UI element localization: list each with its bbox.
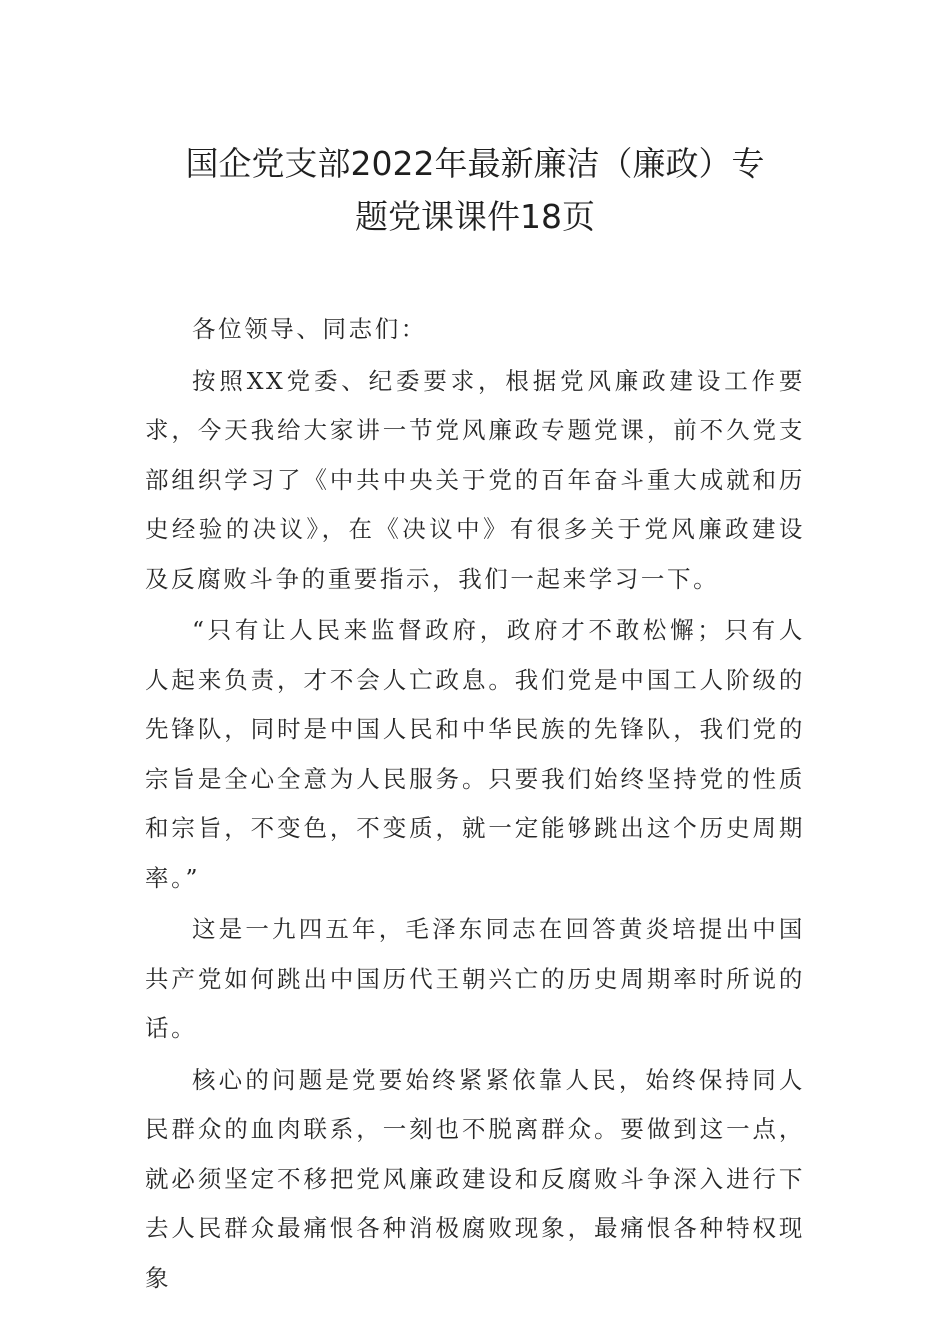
body-paragraph: 按照XX党委、纪委要求，根据党风廉政建设工作要求，今天我给大家讲一节党风廉政专题党课，前不久党支部组织学习了《中共中央关于党的百年奋斗重大成就和历史经验的决议》，在《决议中》有很多关于党风廉政建设及反腐败斗争的重要指示，我们一起来学习一下。 [145, 366, 805, 593]
body-paragraph: 这是一九四五年，毛泽东同志在回答黄炎培提出中国共产党如何跳出中国历代王朝兴亡的历史周期率时所说的话。 [145, 915, 805, 1042]
salutation-paragraph: 各位领导、同志们： [192, 315, 427, 343]
document-body [145, 305, 805, 1305]
body-paragraph: 核心的问题是党要始终紧紧依靠人民，始终保持同人民群众的血肉联系，一刻也不脱离群众。要做到这一点，就必须坚定不移把党风廉政建设和反腐败斗争深入进行下去人民群众最痛恨各种消极腐败现象，最痛恨各种特权现象 [145, 1065, 805, 1292]
quote-paragraph: “只有让人民来监督政府，政府才不敢松懈；只有人人起来负责，才不会人亡政息。我们党是中国工人阶级的先锋队，同时是中国人民和中华民族的先锋队，我们党的宗旨是全心全意为人民服务。只要我们始终坚持党的性质和宗旨，不变色，不变质，就一定能够跳出这个历史周期率。” [145, 616, 805, 892]
document-title [145, 137, 805, 243]
title-line-1: 国企党支部2022年最新廉洁（廉政）专 [185, 144, 765, 183]
title-line-2: 题党课课件18页 [355, 197, 595, 236]
